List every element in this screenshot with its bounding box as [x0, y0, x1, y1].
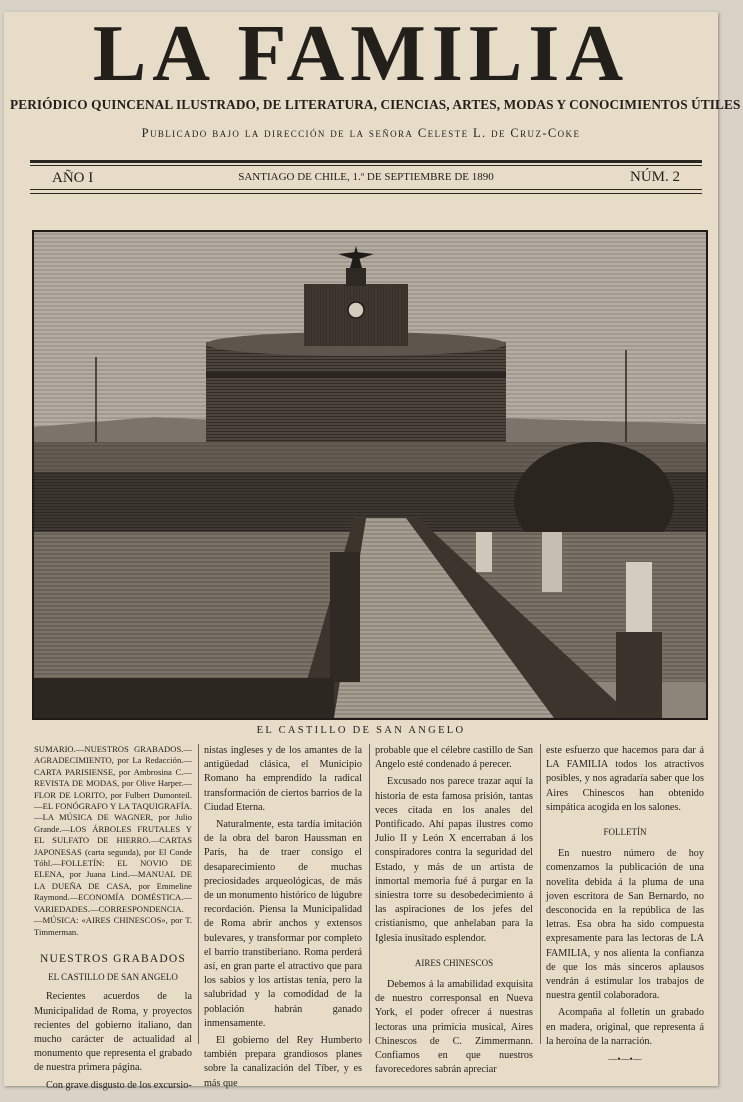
paragraph: Recientes acuerdos de la Municipalidad de Roma, y proyectos recientes del gobierno italiano, dan mucho carácter de actualidad al monumento que representa el grabado de nuestra primera página.	[34, 991, 192, 1074]
volume-label: AÑO I	[52, 170, 94, 186]
statue-pedestal	[346, 268, 366, 286]
paragraph: Excusado nos parece trazar aquí la historia de esta famosa prisión, tantas veces citada en los anales del Pontificado. Ahí papas ilustres como Julio II y León X encerraban á los conspiradores contra la seguridad del Estado, y más de un artista de inmortal memoria fué á purgar en la siniestra torre su desobedecimiento á las aspiraciones de los jefes del cristianismo, que anhelaban para la Iglesia inusitado esplendor.	[375, 776, 533, 944]
ornament-divider: —•—•—	[608, 1054, 642, 1065]
angel-statue-right-2	[542, 532, 562, 592]
statue-pedestal-right	[616, 632, 662, 718]
angel-statue-right-3	[626, 562, 652, 632]
paragraph: En nuestro número de hoy comenzamos la publicación de una novelita debida á la pluma de una joven escritora de San Bernardo, no desconocida en la república de las letras. Esa obra ha sido compuesta expresamente para las lectoras de LA FAMILIA, y nos alienta la confianza de que los más sinceros aplausos vendrán á estimular los trabajos de nuestra gentil colaboradora.	[546, 848, 704, 1002]
rule-thick	[30, 160, 702, 163]
angel-statues-left	[330, 552, 360, 682]
castle-band	[206, 372, 506, 378]
clock-icon	[348, 302, 364, 318]
issue-number: NÚM. 2	[629, 169, 680, 185]
column-divider	[540, 744, 541, 1044]
column-divider	[369, 744, 370, 1044]
paragraph: probable que el célebre castillo de San Angelo esté condenado á perecer.	[375, 745, 533, 771]
paragraph: Acompaña al folletín un grabado en madera, original, que representa á la heroína de la narración.	[546, 1007, 704, 1047]
engraving-caption: EL CASTILLO DE SAN ANGELO	[256, 725, 466, 736]
rule-thin-lower	[30, 189, 702, 190]
article-columns	[34, 744, 706, 1091]
masthead-direction: Publicado bajo la dirección de la señora Celeste L. de Cruz-Coke	[141, 126, 581, 140]
engraving-castel-sant-angelo	[32, 230, 708, 720]
engraving-illustration	[34, 232, 706, 718]
column-4	[546, 744, 704, 1065]
rule-thin	[30, 165, 702, 166]
summary: SUMARIO.—NUESTROS GRABADOS.—AGRADECIMIENTO, por La Redacción.—CARTA PARISIENSE, por Ambrosina C.—REVISTA DE MODAS, por Olive Harper.—FLOR DE LORITO, por Fulbert Dumonteil.—EL FONÓGRAFO Y LA TAQUIGRAFÍA.—LA MÚSICA DE WAGNER, por Julio Grande.—LOS ÁRBOLES FRUTALES Y EL SULFATO DE HIERRO.—CARTAS JAPONESAS (carta segunda), por El Conde Tóhl.—FOLLETÍN: EL NOVIO DE ELENA, por Juana Lind.—MANUAL DE LA DUEÑA DE CASA, por Emmeline Raymond.—ECONOMÍA DOMÉSTICA.—VARIEDADES.—CORRESPONDENCIA.—MÚSICA: «AIRES CHINESCOS», por T. Timmerman.	[34, 744, 192, 937]
section-subtitle-castillo: EL CASTILLO DE SAN ANGELO	[48, 972, 178, 983]
column-3	[375, 744, 533, 1076]
paragraph: Con grave disgusto de los excursio-	[46, 1079, 192, 1091]
section-title-folletin: FOLLETÍN	[603, 827, 647, 838]
paragraph: Debemos á la amabilidad exquisita de nuestro corresponsal en Nueva York, el poder ofrecer á nuestras lectoras una primicia musical, Aires Chinescos de C. Zimmermann. Confiamos en que nuestros favorecedores sabrán apreciar	[375, 979, 533, 1076]
paragraph: este esfuerzo que hacemos para dar á LA FAMILIA todos los atractivos posibles, y nos agradaría saber que los Aires Chinescos han obtenido simpática acogida en los salones.	[546, 745, 704, 813]
column-divider	[198, 744, 199, 1044]
place-date: SANTIAGO DE CHILE, 1.º DE SEPTIEMBRE DE 1890	[238, 171, 494, 183]
angel-statue-right-1	[476, 532, 492, 572]
rule-thin-lower-2	[30, 193, 702, 194]
section-title-aires-chinescos: AIRES CHINESCOS	[414, 957, 494, 968]
section-title-nuestros-grabados: NUESTROS GRABADOS	[40, 952, 186, 965]
masthead-subtitle: PERIÓDICO QUINCENAL ILUSTRADO, DE LITERATURA, CIENCIAS, ARTES, MODAS Y CONOCIMIENTOS ÚTILES	[10, 97, 741, 112]
paragraph: nistas ingleses y de los amantes de la antigüedad clásica, el Municipio Romano ha emprendido la radical transformación de ciertos barrios de la Ciudad Eterna.	[204, 745, 362, 813]
riverbank-left	[34, 678, 334, 718]
paragraph: El gobierno del Rey Humberto también prepara grandiosos planes sobre la canalización del Tíber, y es más que	[204, 1035, 362, 1089]
paragraph: Naturalmente, esta tardía imitación de la obra del baron Haussman en París, ha de traer consigo el desaparecimiento de muchas preciosidades arqueológicas, de más de un monumento histórico de lúgubre recordación. Piensa la Municipalidad de Roma abrir anchos y extensos bulevares, y transformar por completo el barrio transtiberiano. Roma perderá así, en gran parte el atractivo que para los sabios y los artistas tenía, pero la salubridad y la comodidad de la población habrán ganado inmensamente.	[204, 819, 362, 1029]
column-1	[34, 744, 192, 1091]
column-2	[204, 744, 362, 1089]
castle-drum-shading	[206, 342, 506, 452]
masthead-title: LA FAMILIA	[92, 10, 630, 98]
newspaper-page	[4, 10, 741, 1091]
dateline	[30, 167, 702, 189]
